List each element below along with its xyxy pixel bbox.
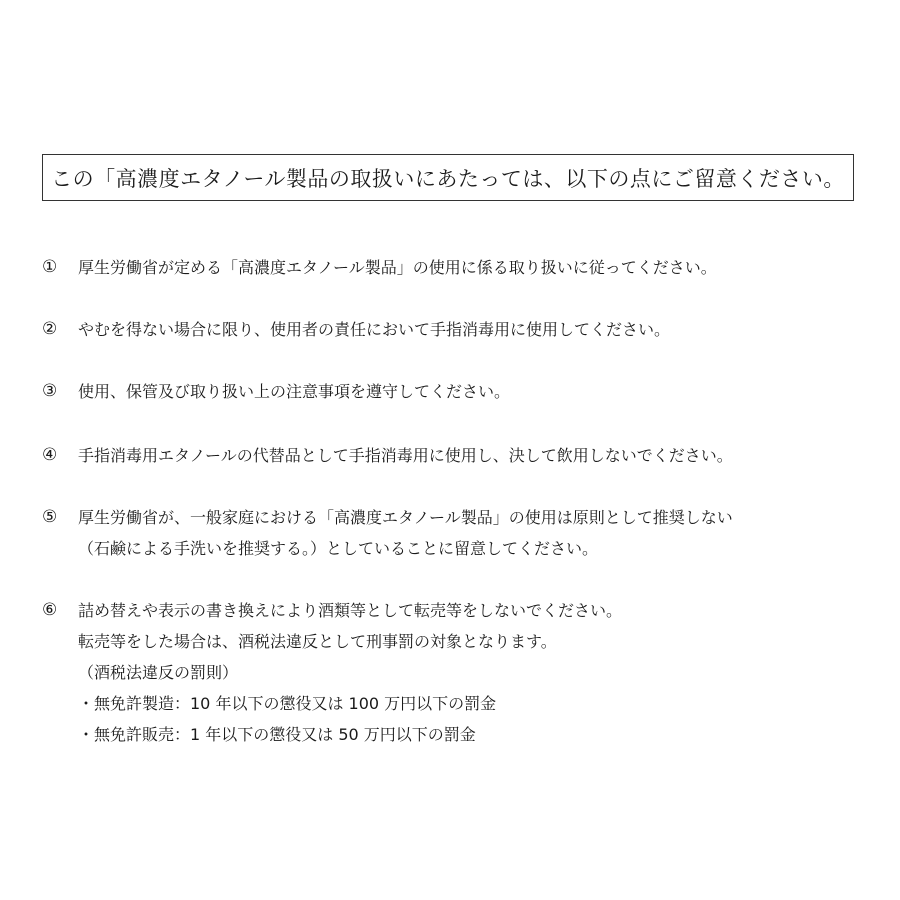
item-text: 厚生労働省が定める「高濃度エタノール製品」の使用に係る取り扱いに従ってください。 <box>78 258 717 277</box>
item-text: 使用、保管及び取り扱い上の注意事項を遵守してください。 <box>78 382 511 401</box>
item-number: ⑤ <box>42 507 58 527</box>
item-number: ④ <box>42 445 58 465</box>
item-number: ① <box>42 257 58 277</box>
list-item-4 <box>42 440 842 471</box>
penalty-item-sale: ・無免許販売：1 年以下の懲役又は 50 万円以下の罰金 <box>78 725 476 744</box>
list-item-5 <box>42 502 842 564</box>
notice-title: この「高濃度エタノール製品の取扱いにあたっては、以下の点にご留意ください。 <box>51 166 845 191</box>
list-item-1 <box>42 252 842 283</box>
item-text-line-1: 厚生労働省が、一般家庭における「高濃度エタノール製品」の使用は原則として推奨しない <box>78 508 733 527</box>
item-number: ② <box>42 319 58 339</box>
list-item-6 <box>42 595 842 750</box>
penalty-heading: （酒税法違反の罰則） <box>78 663 239 682</box>
item-number: ③ <box>42 381 58 401</box>
item-text-line-2: （石鹸による手洗いを推奨する。）としていることに留意してください。 <box>78 539 599 558</box>
item-text-line-1: 詰め替えや表示の書き換えにより酒類等として転売等をしないでください。 <box>78 601 623 620</box>
item-text-line-2: 転売等をした場合は、酒税法違反として刑事罰の対象となります。 <box>78 632 557 651</box>
list-item-2 <box>42 314 842 345</box>
notice-box <box>42 154 854 201</box>
penalty-item-manufacture: ・無免許製造：10 年以下の懲役又は 100 万円以下の罰金 <box>78 694 497 713</box>
item-text: 手指消毒用エタノールの代替品として手指消毒用に使用し、決して飲用しないでください。 <box>78 446 733 465</box>
item-number: ⑥ <box>42 600 58 620</box>
list-item-3 <box>42 376 842 407</box>
item-text: やむを得ない場合に限り、使用者の責任において手指消毒用に使用してください。 <box>78 320 671 339</box>
